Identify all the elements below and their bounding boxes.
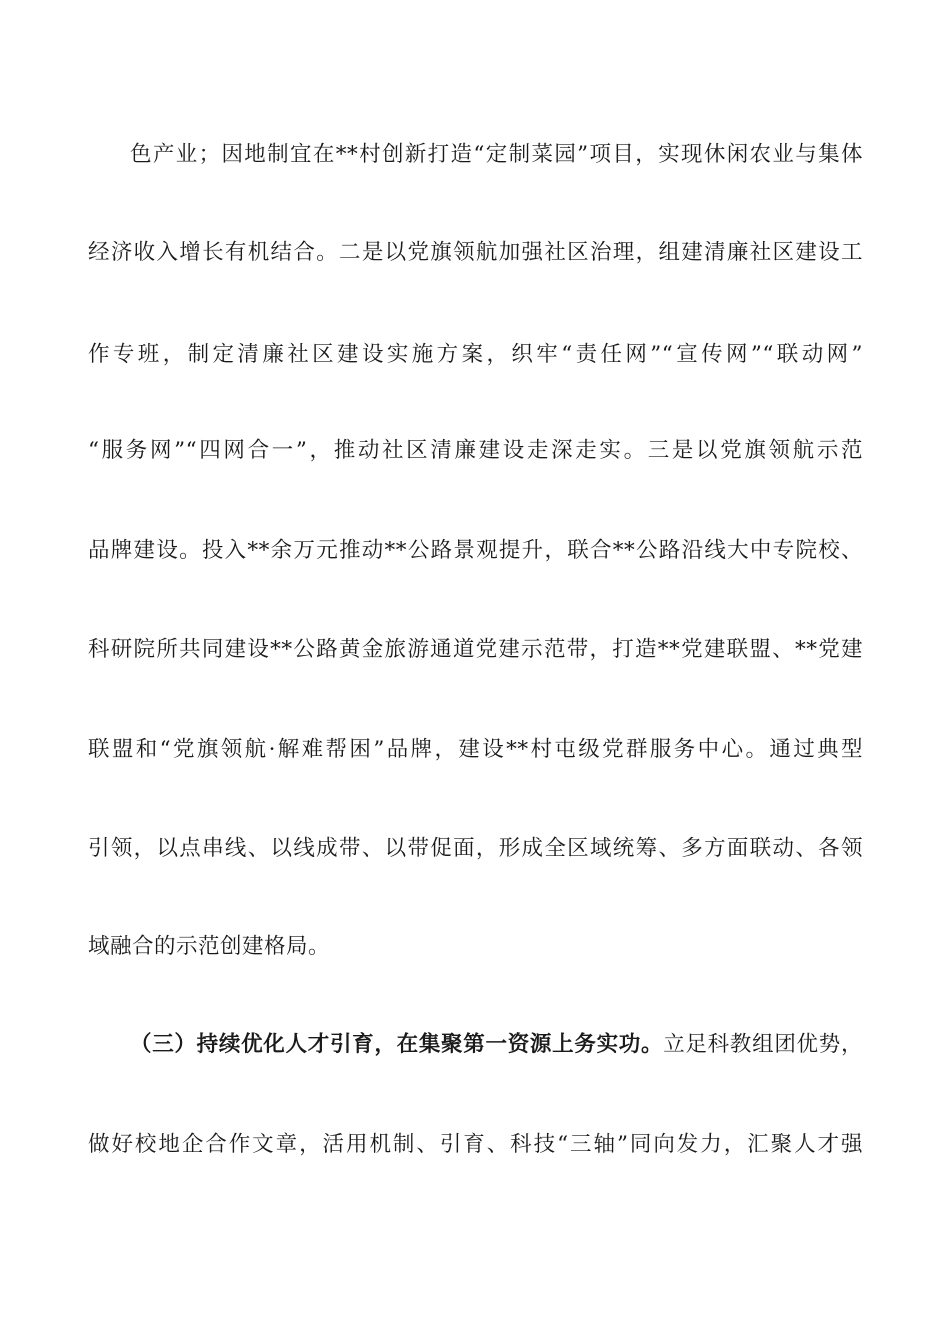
paragraph-line-4: “服务网”“四网合一”，推动社区清廉建设走深走实。三是以党旗领航示范 <box>88 438 863 463</box>
paragraph-line-6: 科研院所共同建设**公路黄金旅游通道党建示范带，打造**党建联盟、**党建 <box>88 637 863 662</box>
paragraph-line-9: 域融合的示范创建格局。 <box>88 934 331 959</box>
paragraph-line-5: 品牌建设。投入**余万元推动**公路景观提升，联合**公路沿线大中专院校、 <box>88 538 863 563</box>
paragraph-line-3: 作专班，制定清廉社区建设实施方案，织牢“责任网”“宣传网”“联动网” <box>88 342 863 367</box>
section-heading: （三）持续优化人才引育，在集聚第一资源上务实功。 <box>130 1032 664 1057</box>
paragraph-line-2: 经济收入增长有机结合。二是以党旗领航加强社区治理，组建清廉社区建设工 <box>88 240 863 265</box>
paragraph-line-7: 联盟和“党旗领航·解难帮困”品牌，建设**村屯级党群服务中心。通过典型 <box>88 737 863 762</box>
paragraph-line-1: 色产业；因地制宜在**村创新打造“定制菜园”项目，实现休闲农业与集体 <box>130 142 863 167</box>
section-paragraph-line-1: 做好校地企合作文章，活用机制、引育、科技“三轴”同向发力，汇聚人才强 <box>88 1132 863 1157</box>
section-heading-continuation: 立足科教组团优势， <box>663 1032 863 1057</box>
section-heading-line <box>130 1030 863 1060</box>
paragraph-line-8: 引领，以点串线、以线成带、以带促面，形成全区域统筹、多方面联动、各领 <box>88 836 863 861</box>
